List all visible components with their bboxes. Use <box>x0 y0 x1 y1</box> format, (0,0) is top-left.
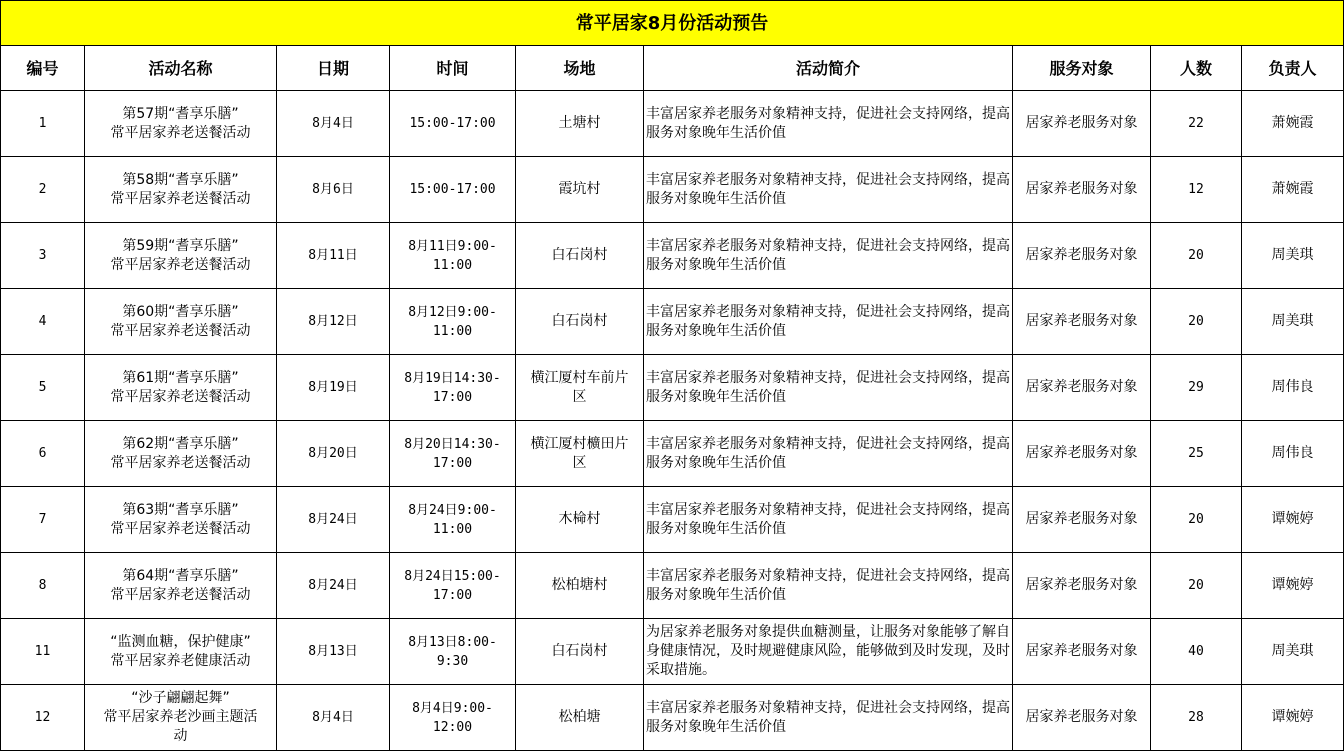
cell-date: 8月11日 <box>277 223 390 289</box>
cell-date: 8月24日 <box>277 487 390 553</box>
cell-no: 4 <box>1 289 85 355</box>
cell-count: 28 <box>1151 685 1242 751</box>
header-no: 编号 <box>1 46 85 91</box>
cell-name: 第60期“耆享乐膳” 常平居家养老送餐活动 <box>85 289 277 355</box>
cell-target: 居家养老服务对象 <box>1013 157 1151 223</box>
cell-target: 居家养老服务对象 <box>1013 223 1151 289</box>
table-row <box>1 91 1344 157</box>
cell-no: 3 <box>1 223 85 289</box>
cell-name: “沙子翩翩起舞” 常平居家养老沙画主题活 动 <box>85 685 277 751</box>
cell-desc: 丰富居家养老服务对象精神支持，促进社会支持网络，提高服务对象晚年生活价值 <box>644 91 1013 157</box>
cell-place: 横江厦村櫎田片 区 <box>516 421 644 487</box>
cell-no: 11 <box>1 619 85 685</box>
cell-date: 8月19日 <box>277 355 390 421</box>
cell-count: 29 <box>1151 355 1242 421</box>
cell-count: 40 <box>1151 619 1242 685</box>
header-date: 日期 <box>277 46 390 91</box>
table-row <box>1 619 1344 685</box>
cell-no: 7 <box>1 487 85 553</box>
cell-name: 第58期“耆享乐膳” 常平居家养老送餐活动 <box>85 157 277 223</box>
cell-date: 8月12日 <box>277 289 390 355</box>
cell-desc: 丰富居家养老服务对象精神支持，促进社会支持网络，提高服务对象晚年生活价值 <box>644 421 1013 487</box>
cell-owner: 周伟良 <box>1242 421 1344 487</box>
cell-time: 8月12日9:00- 11:00 <box>390 289 516 355</box>
cell-desc: 丰富居家养老服务对象精神支持，促进社会支持网络，提高服务对象晚年生活价值 <box>644 223 1013 289</box>
cell-place: 松柏塘村 <box>516 553 644 619</box>
cell-time: 8月19日14:30- 17:00 <box>390 355 516 421</box>
cell-target: 居家养老服务对象 <box>1013 619 1151 685</box>
cell-desc: 丰富居家养老服务对象精神支持，促进社会支持网络，提高服务对象晚年生活价值 <box>644 355 1013 421</box>
cell-place: 松柏塘 <box>516 685 644 751</box>
cell-place: 白石岗村 <box>516 619 644 685</box>
table-row <box>1 421 1344 487</box>
cell-owner: 周伟良 <box>1242 355 1344 421</box>
table-row <box>1 223 1344 289</box>
cell-date: 8月4日 <box>277 91 390 157</box>
cell-time: 15:00-17:00 <box>390 157 516 223</box>
table-row <box>1 355 1344 421</box>
cell-time: 8月24日15:00- 17:00 <box>390 553 516 619</box>
cell-no: 6 <box>1 421 85 487</box>
header-owner: 负责人 <box>1242 46 1344 91</box>
cell-name: 第63期“耆享乐膳” 常平居家养老送餐活动 <box>85 487 277 553</box>
cell-target: 居家养老服务对象 <box>1013 91 1151 157</box>
cell-date: 8月4日 <box>277 685 390 751</box>
cell-owner: 谭婉婷 <box>1242 487 1344 553</box>
cell-time: 8月4日9:00- 12:00 <box>390 685 516 751</box>
cell-place: 白石岗村 <box>516 223 644 289</box>
cell-time: 15:00-17:00 <box>390 91 516 157</box>
cell-count: 22 <box>1151 91 1242 157</box>
cell-no: 12 <box>1 685 85 751</box>
cell-date: 8月24日 <box>277 553 390 619</box>
cell-place: 土塘村 <box>516 91 644 157</box>
header-count: 人数 <box>1151 46 1242 91</box>
header-desc: 活动简介 <box>644 46 1013 91</box>
cell-count: 20 <box>1151 553 1242 619</box>
cell-target: 居家养老服务对象 <box>1013 289 1151 355</box>
cell-count: 20 <box>1151 487 1242 553</box>
table-row <box>1 157 1344 223</box>
table-row <box>1 553 1344 619</box>
cell-desc: 丰富居家养老服务对象精神支持，促进社会支持网络，提高服务对象晚年生活价值 <box>644 487 1013 553</box>
cell-name: “监测血糖，保护健康” 常平居家养老健康活动 <box>85 619 277 685</box>
header-name: 活动名称 <box>85 46 277 91</box>
cell-target: 居家养老服务对象 <box>1013 553 1151 619</box>
cell-time: 8月13日8:00- 9:30 <box>390 619 516 685</box>
cell-place: 木椧村 <box>516 487 644 553</box>
cell-owner: 周美琪 <box>1242 619 1344 685</box>
cell-no: 5 <box>1 355 85 421</box>
header-target: 服务对象 <box>1013 46 1151 91</box>
header-time: 时间 <box>390 46 516 91</box>
cell-count: 12 <box>1151 157 1242 223</box>
cell-target: 居家养老服务对象 <box>1013 487 1151 553</box>
table-row <box>1 685 1344 751</box>
sheet-title: 常平居家8月份活动预告 <box>1 1 1344 46</box>
cell-desc: 为居家养老服务对象提供血糖测量，让服务对象能够了解自身健康情况，及时规避健康风险，能够做到及时发现，及时采取措施。 <box>644 619 1013 685</box>
cell-count: 20 <box>1151 223 1242 289</box>
cell-date: 8月20日 <box>277 421 390 487</box>
cell-count: 20 <box>1151 289 1242 355</box>
header-place: 场地 <box>516 46 644 91</box>
cell-desc: 丰富居家养老服务对象精神支持，促进社会支持网络，提高服务对象晚年生活价值 <box>644 553 1013 619</box>
cell-owner: 周美琪 <box>1242 289 1344 355</box>
cell-owner: 萧婉霞 <box>1242 91 1344 157</box>
cell-desc: 丰富居家养老服务对象精神支持，促进社会支持网络，提高服务对象晚年生活价值 <box>644 157 1013 223</box>
table-row <box>1 487 1344 553</box>
cell-target: 居家养老服务对象 <box>1013 421 1151 487</box>
cell-name: 第62期“耆享乐膳” 常平居家养老送餐活动 <box>85 421 277 487</box>
cell-target: 居家养老服务对象 <box>1013 355 1151 421</box>
cell-name: 第59期“耆享乐膳” 常平居家养老送餐活动 <box>85 223 277 289</box>
table-row <box>1 289 1344 355</box>
cell-place: 白石岗村 <box>516 289 644 355</box>
cell-owner: 萧婉霞 <box>1242 157 1344 223</box>
cell-desc: 丰富居家养老服务对象精神支持，促进社会支持网络，提高服务对象晚年生活价值 <box>644 685 1013 751</box>
cell-owner: 谭婉婷 <box>1242 685 1344 751</box>
cell-place: 霞坑村 <box>516 157 644 223</box>
cell-name: 第64期“耆享乐膳” 常平居家养老送餐活动 <box>85 553 277 619</box>
cell-place: 横江厦村车前片 区 <box>516 355 644 421</box>
cell-desc: 丰富居家养老服务对象精神支持，促进社会支持网络，提高服务对象晚年生活价值 <box>644 289 1013 355</box>
cell-name: 第61期“耆享乐膳” 常平居家养老送餐活动 <box>85 355 277 421</box>
cell-date: 8月6日 <box>277 157 390 223</box>
cell-time: 8月11日9:00- 11:00 <box>390 223 516 289</box>
cell-time: 8月24日9:00- 11:00 <box>390 487 516 553</box>
cell-owner: 谭婉婷 <box>1242 553 1344 619</box>
title-row <box>1 1 1344 46</box>
cell-no: 2 <box>1 157 85 223</box>
cell-owner: 周美琪 <box>1242 223 1344 289</box>
cell-target: 居家养老服务对象 <box>1013 685 1151 751</box>
cell-count: 25 <box>1151 421 1242 487</box>
cell-date: 8月13日 <box>277 619 390 685</box>
header-row <box>1 46 1344 91</box>
cell-no: 8 <box>1 553 85 619</box>
cell-name: 第57期“耆享乐膳” 常平居家养老送餐活动 <box>85 91 277 157</box>
cell-time: 8月20日14:30- 17:00 <box>390 421 516 487</box>
cell-no: 1 <box>1 91 85 157</box>
